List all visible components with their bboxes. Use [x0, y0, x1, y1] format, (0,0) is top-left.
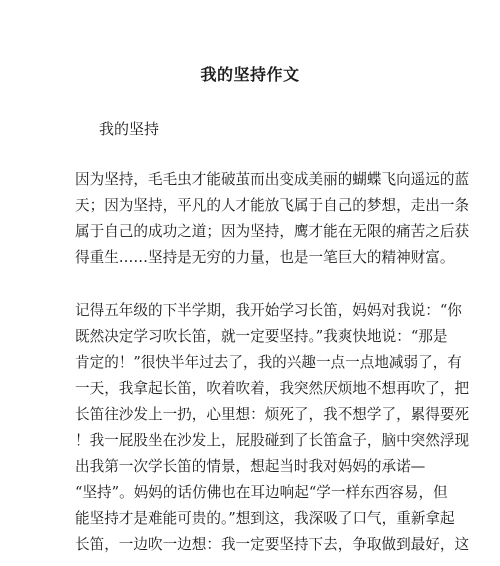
paragraph-line: 肯定的！”很快半年过去了，我的兴趣一点一点地减弱了，有: [75, 354, 462, 371]
paragraph-1: [75, 167, 470, 271]
document-subtitle: 我的坚持: [99, 120, 160, 138]
paragraph-line: 记得五年级的下半学期，我开始学习长笛，妈妈对我说：“你: [75, 302, 462, 319]
paragraph-line: ！我一屁股坐在沙发上，屁股碰到了长笛盒子，脑中突然浮现: [75, 432, 470, 449]
document-title: 我的坚持作文: [200, 65, 300, 84]
paragraph-line: 一天，我拿起长笛，吹着吹着，我突然厌烦地不想再吹了，把: [75, 380, 470, 397]
paragraph-line: 因为坚持，毛毛虫才能破茧而出变成美丽的蝴蝶飞向遥远的蓝: [75, 171, 470, 188]
paragraph-line: 能坚持才是难能可贵的。”想到这，我深吸了口气，重新拿起: [75, 510, 455, 527]
paragraph-line: 属于自己的成功之道；因为坚持，鹰才能在无限的痛苦之后获: [75, 223, 470, 240]
paragraph-line: 天；因为坚持，平凡的人才能放飞属于自己的梦想，走出一条: [75, 197, 470, 214]
paragraph-line: 长笛往沙发上一扔，心里想：烦死了，我不想学了，累得要死: [75, 406, 470, 423]
paragraph-line: 既然决定学习吹长笛，就一定要坚持。”我爽快地说：“那是: [75, 328, 448, 345]
paragraph-line: 得重生……坚持是无穷的力量，也是一笔巨大的精神财富。: [75, 249, 455, 266]
paragraph-line: “坚持”。妈妈的话仿佛也在耳边响起“学一样东西容易，但: [75, 484, 448, 501]
paragraph-line: 长笛，一边吹一边想：我一定要坚持下去，争取做到最好，这: [75, 536, 470, 553]
paragraph-2: [75, 298, 470, 558]
paragraph-line: 出我第一次学长笛的情景，想起当时我对妈妈的承诺—: [75, 458, 426, 475]
